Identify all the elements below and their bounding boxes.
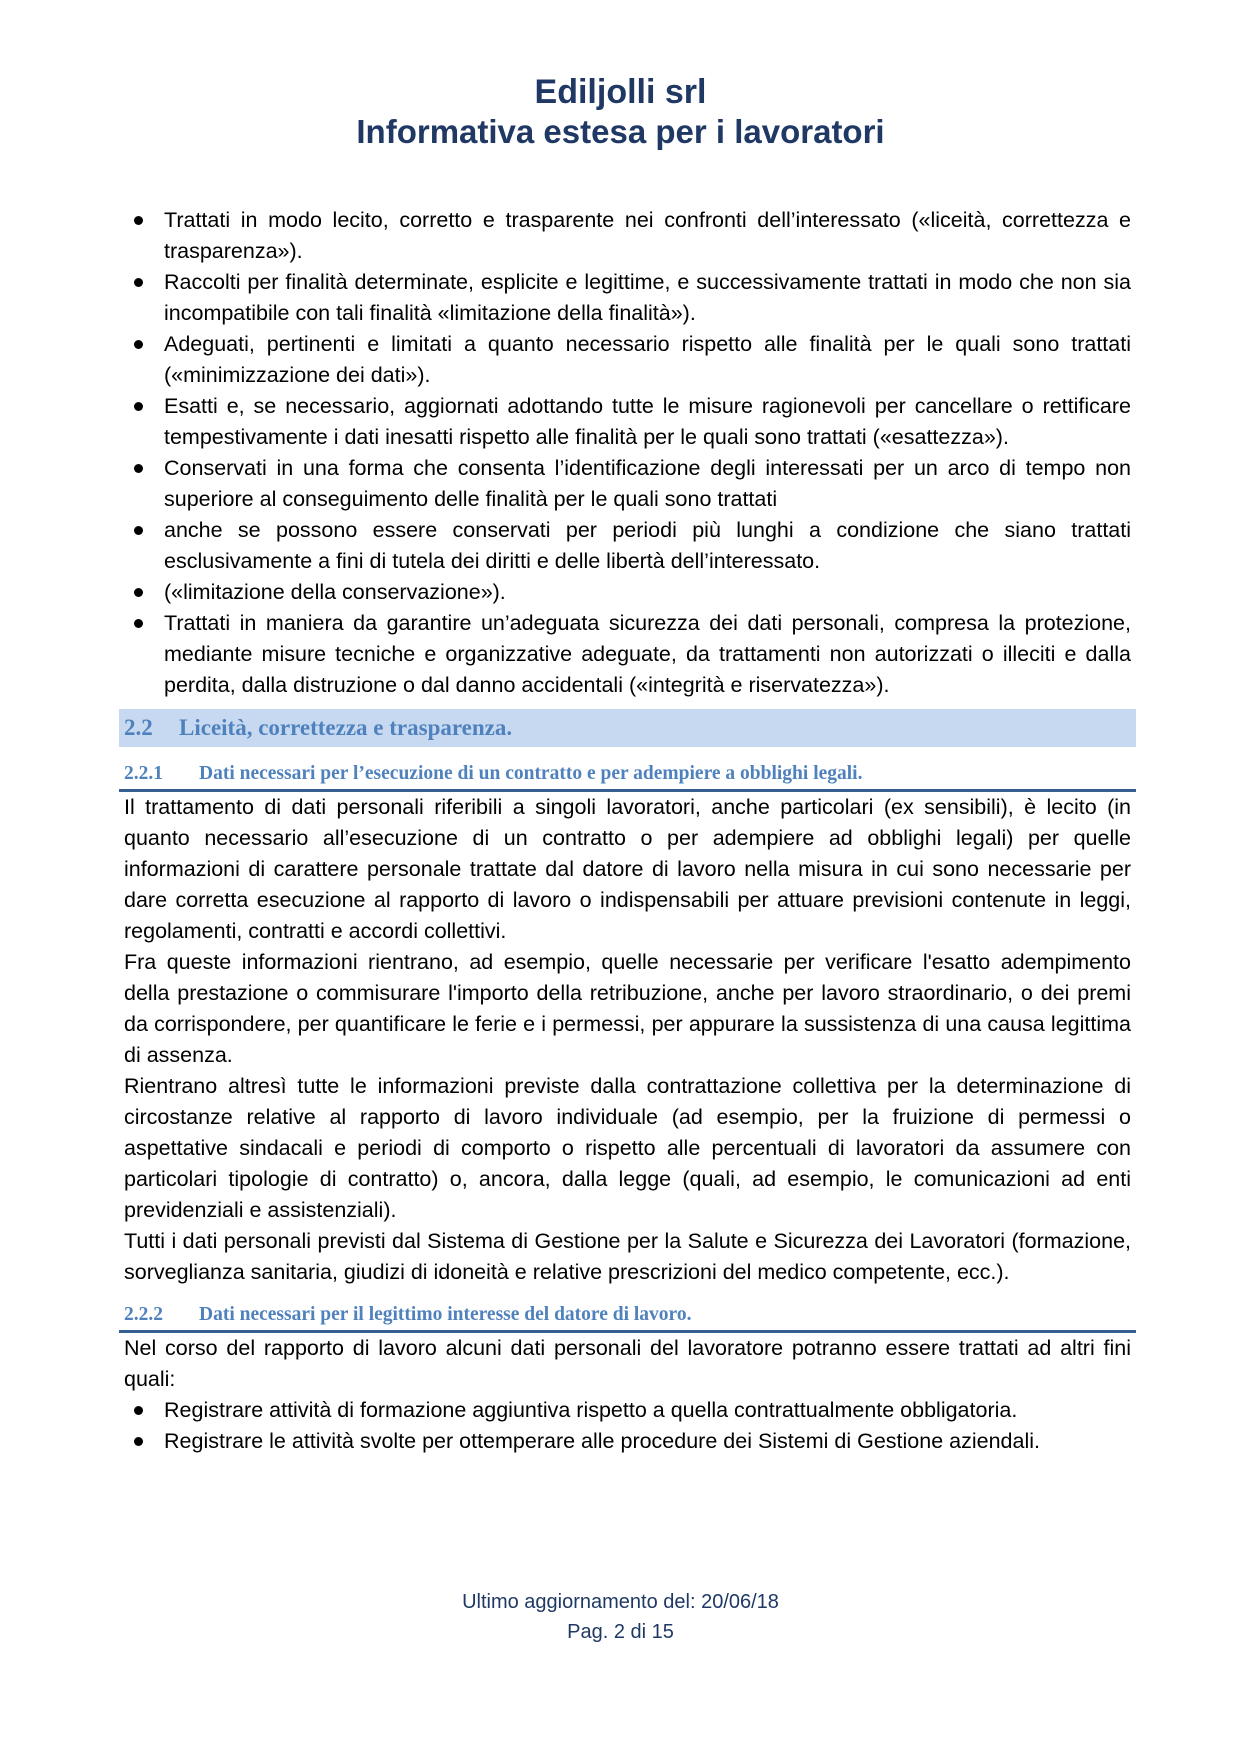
paragraph: Tutti i dati personali previsti dal Sistema di Gestione per la Salute e Sicurezza dei Lavoratori (formazione, sorveglianza sanitaria, giudizi di idoneità e relative prescrizioni del medico competente, ecc.). xyxy=(124,1229,1131,1284)
last-updated: Ultimo aggiornamento del: 20/06/18 xyxy=(462,1591,779,1613)
section-heading-2-2-2 xyxy=(119,1300,1136,1333)
bullet-icon xyxy=(134,464,143,473)
list-item: Trattati in modo lecito, corretto e trasparente nei confronti dell’interessato («liceità, correttezza e trasparenza»). xyxy=(124,205,1131,267)
section-number: 2.2.2 xyxy=(124,1304,163,1325)
list-item: Esatti e, se necessario, aggiornati adottando tutte le misure ragionevoli per cancellare o rettificare tempestivamente i dati inesatti rispetto alle finalità per le quali sono trattati («esattezza»). xyxy=(124,391,1131,453)
section-number: 2.2.1 xyxy=(124,763,163,784)
bullet-icon xyxy=(134,1406,143,1415)
purposes-list xyxy=(124,1395,1131,1457)
bullet-icon xyxy=(134,588,143,597)
bullet-icon xyxy=(134,340,143,349)
section-title: Dati necessari per l’esecuzione di un contratto e per adempiere a obblighi legali. xyxy=(199,763,863,784)
section-title: Liceità, correttezza e trasparenza. xyxy=(179,715,513,740)
list-item: («limitazione della conservazione»). xyxy=(124,577,1131,608)
bullet-icon xyxy=(134,278,143,287)
principles-list xyxy=(124,205,1131,701)
section-title: Dati necessari per il legittimo interesse del datore di lavoro. xyxy=(199,1304,692,1325)
section-heading-2-2 xyxy=(119,709,1136,747)
list-item: Trattati in maniera da garantire un’adeguata sicurezza dei dati personali, compresa la protezione, mediante misure tecniche e organizzative adeguate, da trattamenti non autorizzati o illeciti e dalla perdita, dalla distruzione o dal danno accidentali («integrità e riservatezza»). xyxy=(124,608,1131,701)
list-item: Registrare le attività svolte per ottemperare alle procedure dei Sistemi di Gestione aziendali. xyxy=(124,1426,1131,1457)
list-item: Conservati in una forma che consenta l’identificazione degli interessati per un arco di tempo non superiore al conseguimento delle finalità per le quali sono trattati xyxy=(124,453,1131,515)
bullet-icon xyxy=(134,1437,143,1446)
section-heading-2-2-1 xyxy=(119,759,1136,792)
paragraph: Fra queste informazioni rientrano, ad esempio, quelle necessarie per verificare l'esatto adempimento della prestazione o commisurare l'importo della retribuzione, anche per lavoro straordinario, o dei premi da corrispondere, per quantificare le ferie e i permessi, per appurare la sussistenza di una causa legittima di assenza. xyxy=(124,950,1131,1067)
page-header xyxy=(0,72,1241,152)
list-item: Registrare attività di formazione aggiuntiva rispetto a quella contrattualmente obbligatoria. xyxy=(124,1395,1131,1426)
paragraph: Il trattamento di dati personali riferibili a singoli lavoratori, anche particolari (ex sensibili), è lecito (in quanto necessario all’esecuzione di un contratto o per adempiere ad obblighi legali) per quelle informazioni di carattere personale trattate dal datore di lavoro nella misura in cui sono necessarie per dare corretta esecuzione al rapporto di lavoro o indispensabili per attuare previsioni contenute in leggi, regolamenti, contratti e accordi collettivi. xyxy=(124,795,1131,943)
document-title: Informativa estesa per i lavoratori xyxy=(356,113,885,150)
list-item: Adeguati, pertinenti e limitati a quanto necessario rispetto alle finalità per le quali sono trattati («minimizzazione dei dati»). xyxy=(124,329,1131,391)
bullet-icon xyxy=(134,402,143,411)
section-number: 2.2 xyxy=(124,715,153,740)
bullet-icon xyxy=(134,526,143,535)
bullet-icon xyxy=(134,619,143,628)
list-item: anche se possono essere conservati per periodi più lunghi a condizione che siano trattati esclusivamente a fini di tutela dei diritti e delle libertà dell’interessato. xyxy=(124,515,1131,577)
page-number: Pag. 2 di 15 xyxy=(567,1621,674,1643)
paragraph: Nel corso del rapporto di lavoro alcuni dati personali del lavoratore potranno essere trattati ad altri fini quali: xyxy=(124,1336,1131,1391)
bullet-icon xyxy=(134,216,143,225)
page-footer xyxy=(0,1587,1241,1647)
company-name: Ediljolli srl xyxy=(534,73,707,111)
list-item: Raccolti per finalità determinate, esplicite e legittime, e successivamente trattati in modo che non sia incompatibile con tali finalità «limitazione della finalità»). xyxy=(124,267,1131,329)
paragraph: Rientrano altresì tutte le informazioni previste dalla contrattazione collettiva per la determinazione di circostanze relative al rapporto di lavoro individuale (ad esempio, per la fruizione di permessi o aspettative sindacali e periodi di comporto o rispetto alle percentuali di lavoratori da assumere con particolari tipologie di contratto) o, ancora, dalla legge (quali, ad esempio, le comunicazioni ad enti previdenziali e assistenziali). xyxy=(124,1074,1131,1222)
main-content xyxy=(124,205,1131,1457)
